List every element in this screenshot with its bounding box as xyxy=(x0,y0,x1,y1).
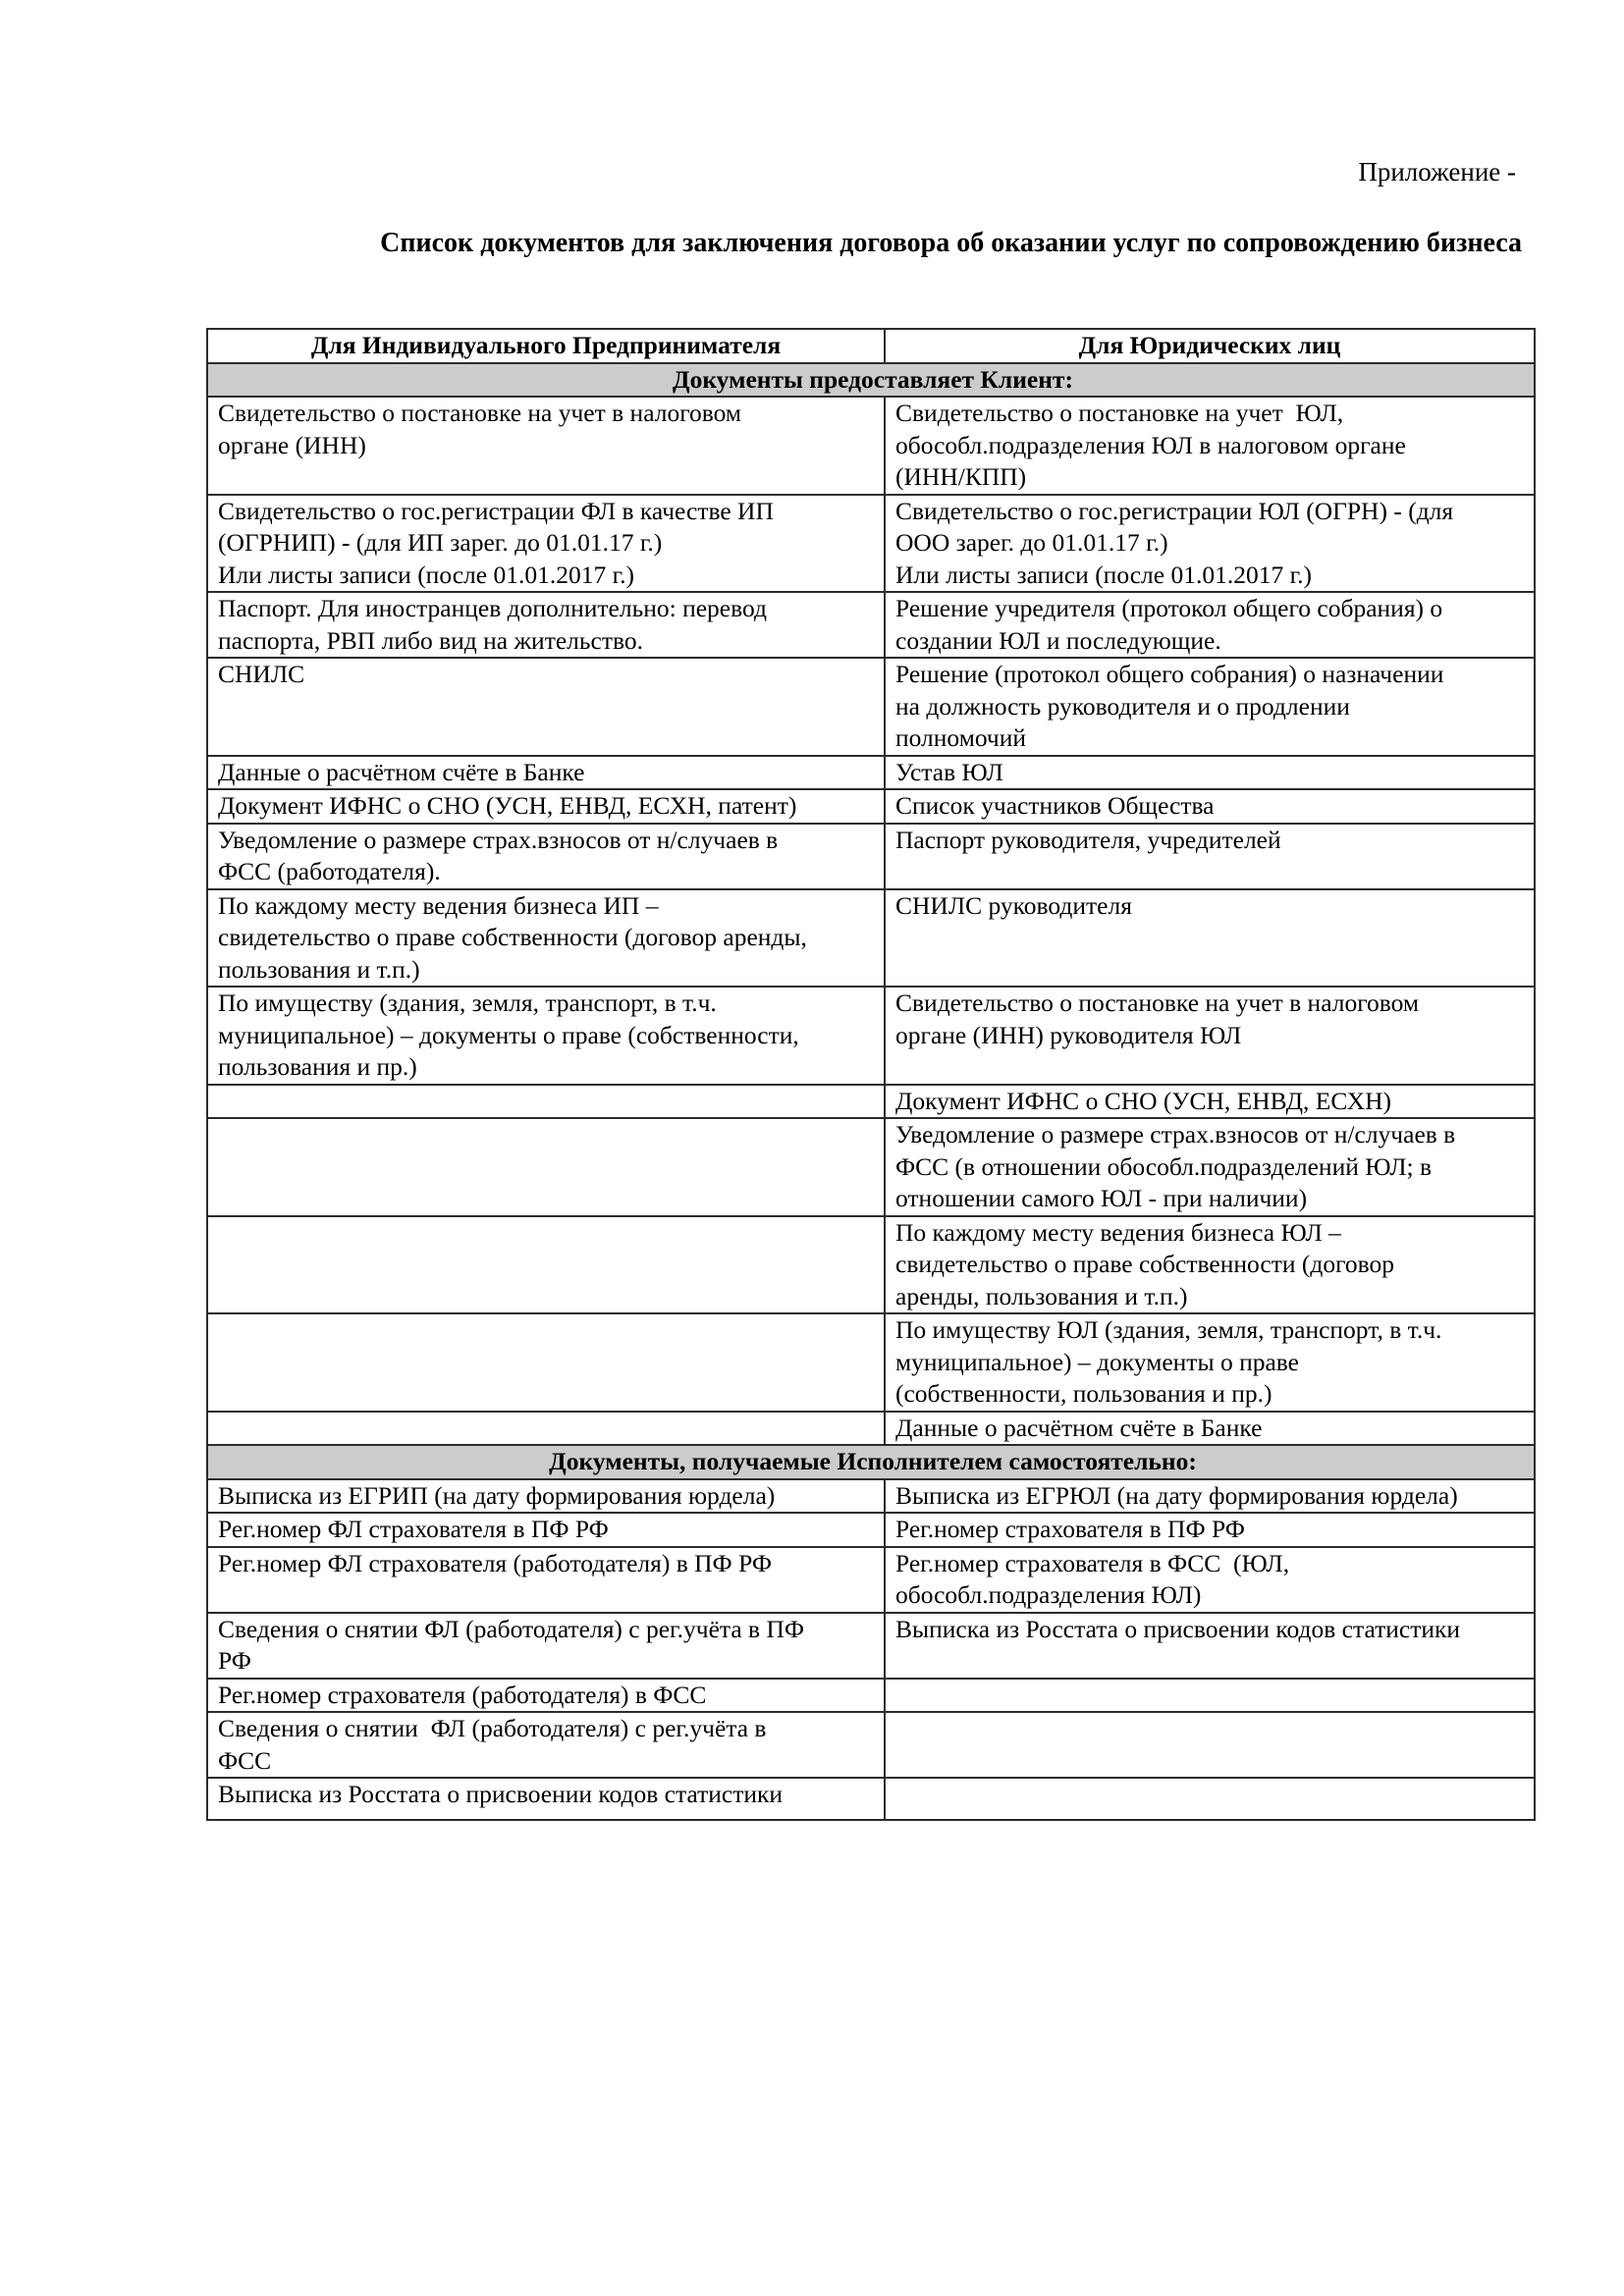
cell-legal-entity-document xyxy=(885,1778,1535,1820)
table-row xyxy=(207,1613,1535,1679)
table-row xyxy=(207,495,1535,593)
cell-legal-entity-document: Выписка из ЕГРЮЛ (на дату формирования юрдела) xyxy=(885,1479,1535,1514)
page-title: Список документов для заключения договора об оказании услуг по сопровождению бизнеса xyxy=(380,228,1522,258)
cell-legal-entity-document: По имуществу ЮЛ (здания, земля, транспорт, в т.ч. муниципальное) – документы о праве (собственности, пользования и пр.) xyxy=(885,1313,1535,1412)
cell-legal-entity-document: Свидетельство о гос.регистрации ЮЛ (ОГРН) - (для ООО зарег. до 01.01.17 г.) Или листы записи (после 01.01.2017 г.) xyxy=(885,495,1535,593)
cell-legal-entity-document: Уведомление о размере страх.взносов от н/случаев в ФСС (в отношении обособл.подразделений ЮЛ; в отношении самого ЮЛ - при наличии) xyxy=(885,1118,1535,1216)
table-row xyxy=(207,1313,1535,1412)
cell-ip-document: Выписка из ЕГРИП (на дату формирования юрдела) xyxy=(207,1479,885,1514)
cell-ip-document: Выписка из Росстата о присвоении кодов статистики xyxy=(207,1778,885,1820)
cell-ip-document xyxy=(207,1085,885,1119)
table-row xyxy=(207,756,1535,790)
cell-legal-entity-document: Устав ЮЛ xyxy=(885,756,1535,790)
table-row xyxy=(207,1679,1535,1713)
cell-ip-document xyxy=(207,1412,885,1446)
table-row xyxy=(207,1712,1535,1778)
cell-ip-document: Сведения о снятии ФЛ (работодателя) с рег.учёта в ФСС xyxy=(207,1712,885,1778)
cell-legal-entity-document: Список участников Общества xyxy=(885,789,1535,824)
table-header-row xyxy=(207,329,1535,363)
table-row xyxy=(207,1085,1535,1119)
table-row xyxy=(207,1216,1535,1314)
table-row xyxy=(207,824,1535,889)
table-row xyxy=(207,658,1535,756)
cell-ip-document: По каждому месту ведения бизнеса ИП – свидетельство о праве собственности (договор аренды, пользования и т.п.) xyxy=(207,889,885,988)
table-row xyxy=(207,1412,1535,1446)
cell-ip-document: Рег.номер страхователя (работодателя) в ФСС xyxy=(207,1679,885,1713)
cell-ip-document: Свидетельство о гос.регистрации ФЛ в качестве ИП (ОГРНИП) - (для ИП зарег. до 01.01.17 г.) Или листы записи (после 01.01.2017 г.) xyxy=(207,495,885,593)
table-row xyxy=(207,1118,1535,1216)
appendix-label: Приложение - xyxy=(1358,157,1516,187)
cell-legal-entity-document: Свидетельство о постановке на учет ЮЛ, обособл.подразделения ЮЛ в налоговом органе (ИНН/КПП) xyxy=(885,397,1535,495)
cell-legal-entity-document: Рег.номер страхователя в ПФ РФ xyxy=(885,1513,1535,1547)
column-header-legal-entities: Для Юридических лиц xyxy=(885,329,1535,363)
table-row xyxy=(207,1513,1535,1547)
documents-table xyxy=(206,328,1536,1821)
section-header-row xyxy=(207,363,1535,398)
cell-legal-entity-document: Паспорт руководителя, учредителей xyxy=(885,824,1535,889)
cell-legal-entity-document: Документ ИФНС о СНО (УСН, ЕНВД, ЕСХН) xyxy=(885,1085,1535,1119)
cell-ip-document: По имуществу (здания, земля, транспорт, в т.ч. муниципальное) – документы о праве (собственности, пользования и пр.) xyxy=(207,987,885,1085)
table-row xyxy=(207,987,1535,1085)
cell-legal-entity-document: По каждому месту ведения бизнеса ЮЛ – свидетельство о праве собственности (договор аренды, пользования и т.п.) xyxy=(885,1216,1535,1314)
table-row xyxy=(207,1778,1535,1820)
cell-ip-document: Сведения о снятии ФЛ (работодателя) с рег.учёта в ПФ РФ xyxy=(207,1613,885,1679)
cell-ip-document: Данные о расчётном счёте в Банке xyxy=(207,756,885,790)
cell-ip-document: Паспорт. Для иностранцев дополнительно: перевод паспорта, РВП либо вид на жительство. xyxy=(207,592,885,658)
section-header-row xyxy=(207,1445,1535,1479)
table-row xyxy=(207,1547,1535,1613)
table-row xyxy=(207,789,1535,824)
cell-ip-document: Документ ИФНС о СНО (УСН, ЕНВД, ЕСХН, патент) xyxy=(207,789,885,824)
table-row xyxy=(207,1479,1535,1514)
cell-legal-entity-document: Решение учредителя (протокол общего собрания) о создании ЮЛ и последующие. xyxy=(885,592,1535,658)
cell-ip-document: Свидетельство о постановке на учет в налоговом органе (ИНН) xyxy=(207,397,885,495)
cell-legal-entity-document xyxy=(885,1679,1535,1713)
cell-legal-entity-document: Решение (протокол общего собрания) о назначении на должность руководителя и о продлении полномочий xyxy=(885,658,1535,756)
cell-legal-entity-document: Выписка из Росстата о присвоении кодов статистики xyxy=(885,1613,1535,1679)
section-title: Документы, получаемые Исполнителем самостоятельно: xyxy=(207,1445,1535,1479)
cell-legal-entity-document: Рег.номер страхователя в ФСС (ЮЛ, обособл.подразделения ЮЛ) xyxy=(885,1547,1535,1613)
table-row xyxy=(207,592,1535,658)
cell-ip-document: Рег.номер ФЛ страхователя (работодателя) в ПФ РФ xyxy=(207,1547,885,1613)
section-title: Документы предоставляет Клиент: xyxy=(207,363,1535,398)
cell-ip-document: Рег.номер ФЛ страхователя в ПФ РФ xyxy=(207,1513,885,1547)
cell-legal-entity-document: СНИЛС руководителя xyxy=(885,889,1535,988)
cell-ip-document: СНИЛС xyxy=(207,658,885,756)
cell-ip-document: Уведомление о размере страх.взносов от н/случаев в ФСС (работодателя). xyxy=(207,824,885,889)
column-header-ip: Для Индивидуального Предпринимателя xyxy=(207,329,885,363)
cell-legal-entity-document xyxy=(885,1712,1535,1778)
cell-legal-entity-document: Данные о расчётном счёте в Банке xyxy=(885,1412,1535,1446)
cell-ip-document xyxy=(207,1118,885,1216)
cell-ip-document xyxy=(207,1313,885,1412)
cell-legal-entity-document: Свидетельство о постановке на учет в налоговом органе (ИНН) руководителя ЮЛ xyxy=(885,987,1535,1085)
cell-ip-document xyxy=(207,1216,885,1314)
table-row xyxy=(207,889,1535,988)
table-row xyxy=(207,397,1535,495)
